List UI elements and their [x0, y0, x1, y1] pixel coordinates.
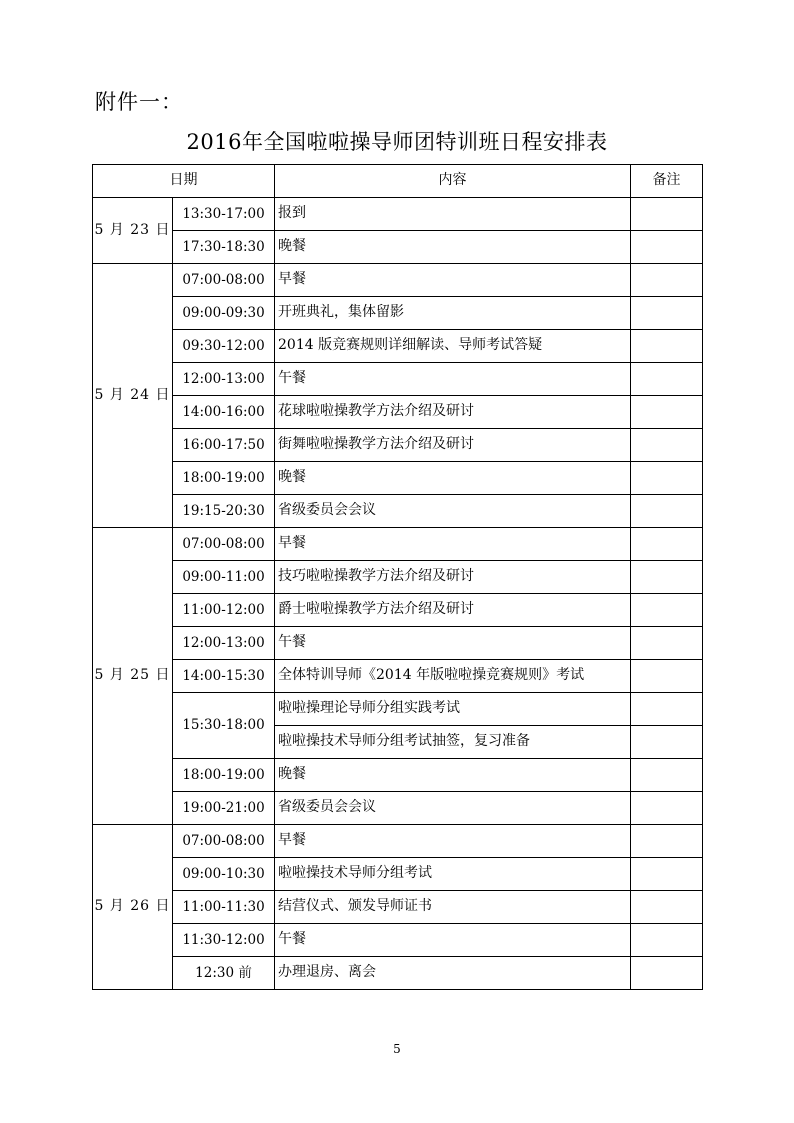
table-row	[93, 693, 703, 726]
table-header-row	[93, 165, 703, 198]
content-cell: 午餐	[275, 627, 631, 660]
note-cell	[631, 726, 703, 759]
note-cell	[631, 396, 703, 429]
table-row	[93, 297, 703, 330]
note-cell	[631, 957, 703, 990]
note-cell	[631, 594, 703, 627]
time-cell: 09:00-09:30	[173, 297, 275, 330]
table-row	[93, 528, 703, 561]
table-row	[93, 429, 703, 462]
content-cell: 省级委员会会议	[275, 792, 631, 825]
content-cell: 早餐	[275, 528, 631, 561]
content-cell: 晚餐	[275, 759, 631, 792]
time-cell: 19:00-21:00	[173, 792, 275, 825]
table-row	[93, 396, 703, 429]
content-cell: 午餐	[275, 924, 631, 957]
time-cell: 09:00-10:30	[173, 858, 275, 891]
date-cell: 5 月 26 日	[93, 825, 173, 990]
time-cell: 12:00-13:00	[173, 627, 275, 660]
content-cell: 晚餐	[275, 462, 631, 495]
note-cell	[631, 363, 703, 396]
note-cell	[631, 528, 703, 561]
table-row	[93, 264, 703, 297]
content-cell: 早餐	[275, 825, 631, 858]
table-row	[93, 561, 703, 594]
note-cell	[631, 264, 703, 297]
date-cell: 5 月 24 日	[93, 264, 173, 528]
page-number: 5	[393, 1042, 401, 1056]
time-cell: 14:00-16:00	[173, 396, 275, 429]
time-cell: 09:00-11:00	[173, 561, 275, 594]
note-cell	[631, 858, 703, 891]
time-cell: 18:00-19:00	[173, 759, 275, 792]
table-row	[93, 495, 703, 528]
table-row	[93, 792, 703, 825]
note-cell	[631, 462, 703, 495]
table-row	[93, 594, 703, 627]
table-row	[93, 825, 703, 858]
note-cell	[631, 891, 703, 924]
note-cell	[631, 198, 703, 231]
content-cell: 全体特训导师《2014 年版啦啦操竞赛规则》考试	[275, 660, 631, 693]
time-cell: 07:00-08:00	[173, 528, 275, 561]
header-date: 日期	[93, 165, 275, 198]
time-cell: 13:30-17:00	[173, 198, 275, 231]
time-cell: 17:30-18:30	[173, 231, 275, 264]
header-note: 备注	[631, 165, 703, 198]
note-cell	[631, 693, 703, 726]
time-cell: 16:00-17:50	[173, 429, 275, 462]
note-cell	[631, 924, 703, 957]
time-cell: 19:15-20:30	[173, 495, 275, 528]
content-cell: 技巧啦啦操教学方法介绍及研讨	[275, 561, 631, 594]
note-cell	[631, 561, 703, 594]
content-cell: 啦啦操技术导师分组考试	[275, 858, 631, 891]
content-cell: 花球啦啦操教学方法介绍及研讨	[275, 396, 631, 429]
note-cell	[631, 330, 703, 363]
note-cell	[631, 825, 703, 858]
time-cell: 11:00-11:30	[173, 891, 275, 924]
header-content: 内容	[275, 165, 631, 198]
time-cell: 07:00-08:00	[173, 264, 275, 297]
content-cell: 爵士啦啦操教学方法介绍及研讨	[275, 594, 631, 627]
note-cell	[631, 429, 703, 462]
table-row	[93, 231, 703, 264]
table-row	[93, 759, 703, 792]
note-cell	[631, 231, 703, 264]
note-cell	[631, 297, 703, 330]
note-cell	[631, 627, 703, 660]
table-row	[93, 462, 703, 495]
time-cell: 07:00-08:00	[173, 825, 275, 858]
content-cell: 开班典礼，集体留影	[275, 297, 631, 330]
note-cell	[631, 792, 703, 825]
document-title: 2016年全国啦啦操导师团特训班日程安排表	[186, 130, 608, 154]
table-row	[93, 891, 703, 924]
table-row	[93, 660, 703, 693]
content-cell: 啦啦操理论导师分组实践考试	[275, 693, 631, 726]
note-cell	[631, 759, 703, 792]
note-cell	[631, 495, 703, 528]
table-row	[93, 924, 703, 957]
time-cell: 09:30-12:00	[173, 330, 275, 363]
content-cell: 午餐	[275, 363, 631, 396]
table-row	[93, 198, 703, 231]
time-cell: 18:00-19:00	[173, 462, 275, 495]
date-cell: 5 月 23 日	[93, 198, 173, 264]
time-cell: 15:30-18:00	[173, 693, 275, 759]
content-cell: 办理退房、离会	[275, 957, 631, 990]
content-cell: 啦啦操技术导师分组考试抽签，复习准备	[275, 726, 631, 759]
table-row	[93, 957, 703, 990]
content-cell: 晚餐	[275, 231, 631, 264]
content-cell: 街舞啦啦操教学方法介绍及研讨	[275, 429, 631, 462]
content-cell: 报到	[275, 198, 631, 231]
table-row	[93, 363, 703, 396]
schedule-table	[92, 164, 703, 990]
time-cell: 11:00-12:00	[173, 594, 275, 627]
content-cell: 早餐	[275, 264, 631, 297]
attachment-label: 附件一：	[95, 90, 183, 114]
date-cell: 5 月 25 日	[93, 528, 173, 825]
time-cell: 14:00-15:30	[173, 660, 275, 693]
table-row	[93, 627, 703, 660]
note-cell	[631, 660, 703, 693]
time-cell: 12:00-13:00	[173, 363, 275, 396]
time-cell: 11:30-12:00	[173, 924, 275, 957]
content-cell: 省级委员会会议	[275, 495, 631, 528]
time-cell: 12:30 前	[173, 957, 275, 990]
table-row	[93, 858, 703, 891]
table-row	[93, 330, 703, 363]
content-cell: 2014 版竞赛规则详细解读、导师考试答疑	[275, 330, 631, 363]
content-cell: 结营仪式、颁发导师证书	[275, 891, 631, 924]
